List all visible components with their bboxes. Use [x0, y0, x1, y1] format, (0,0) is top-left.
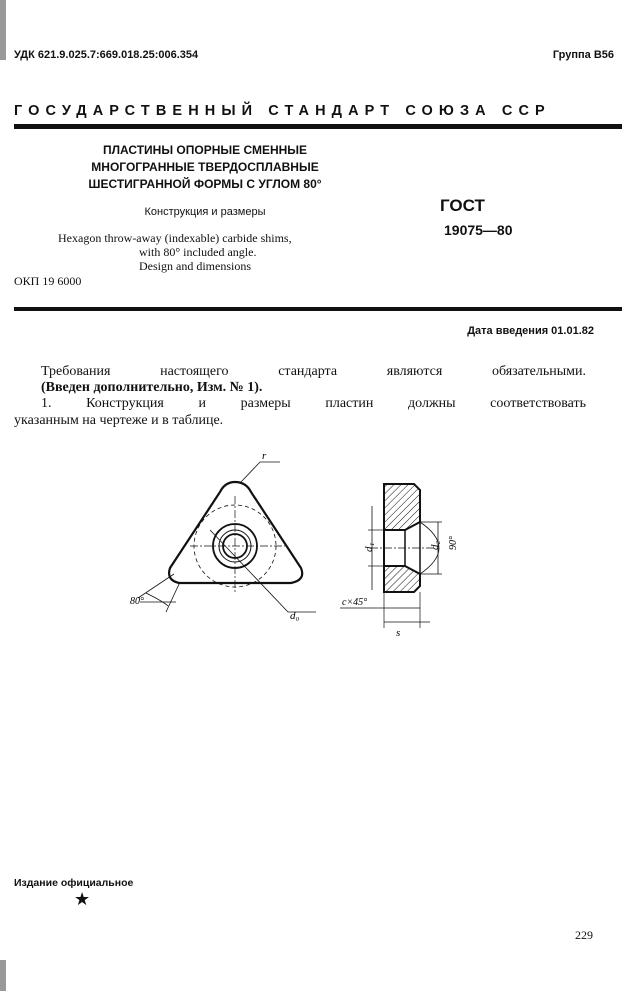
label-r: r	[262, 450, 267, 462]
header-rule	[14, 124, 622, 129]
okp-code: ОКП 19 6000	[14, 274, 82, 288]
section-upper	[384, 484, 420, 530]
paragraph-item-1-continued: указанным на чертеже и в таблице.	[14, 413, 224, 428]
label-chamfer: c×45°	[342, 597, 368, 608]
paragraph-item-1: 1. Конструкция и размеры пластин должны соответствовать	[41, 396, 586, 411]
title-line-1: ПЛАСТИНЫ ОПОРНЫЕ СМЕННЫЕ	[102, 143, 308, 157]
label-d1: d₁	[363, 542, 375, 552]
label-d0: d₀	[290, 610, 300, 622]
paragraph-requirements: Требования настоящего стандарта являются обязательными.	[41, 364, 586, 379]
group-code: Группа В56	[552, 49, 614, 61]
label-angle-80: 80°	[130, 596, 144, 607]
document-subtitle: Конструкция и размеры	[144, 206, 266, 218]
english-title-line-2: with 80° included angle.	[139, 245, 257, 259]
edition-note: Издание официальное	[14, 877, 134, 889]
english-title-line-3: Design and dimensions	[139, 259, 251, 273]
section-lower	[384, 566, 420, 592]
paragraph-amendment: (Введен дополнительно, Изм. № 1).	[41, 380, 263, 395]
gost-label: ГОСТ	[440, 196, 485, 215]
label-angle-90: 90°	[448, 536, 459, 550]
udk-code: УДК 621.9.025.7:669.018.25:006.354	[14, 49, 199, 61]
gost-number: 19075—80	[444, 222, 513, 238]
title-rule	[14, 307, 622, 311]
introduction-date: Дата введения 01.01.82	[467, 325, 594, 337]
label-d2: d₂	[429, 540, 441, 550]
title-line-2: МНОГОГРАННЫЕ ТВЕРДОСПЛАВНЫЕ	[91, 160, 319, 174]
title-line-3: ШЕСТИГРАННОЙ ФОРМЫ С УГЛОМ 80°	[88, 177, 322, 191]
document-title	[60, 142, 350, 193]
star-icon: ★	[74, 889, 91, 909]
label-s: s	[396, 627, 401, 639]
page-number: 229	[575, 928, 593, 942]
technical-drawing	[120, 440, 460, 640]
state-standard-heading: ГОСУДАРСТВЕННЫЙ СТАНДАРТ СОЮЗА ССР	[14, 103, 551, 119]
plan-view	[138, 462, 316, 612]
scan-edge-mark	[0, 0, 6, 60]
english-title-line-1: Hexagon throw-away (indexable) carbide shims,	[58, 231, 292, 245]
scan-edge-mark	[0, 960, 6, 991]
